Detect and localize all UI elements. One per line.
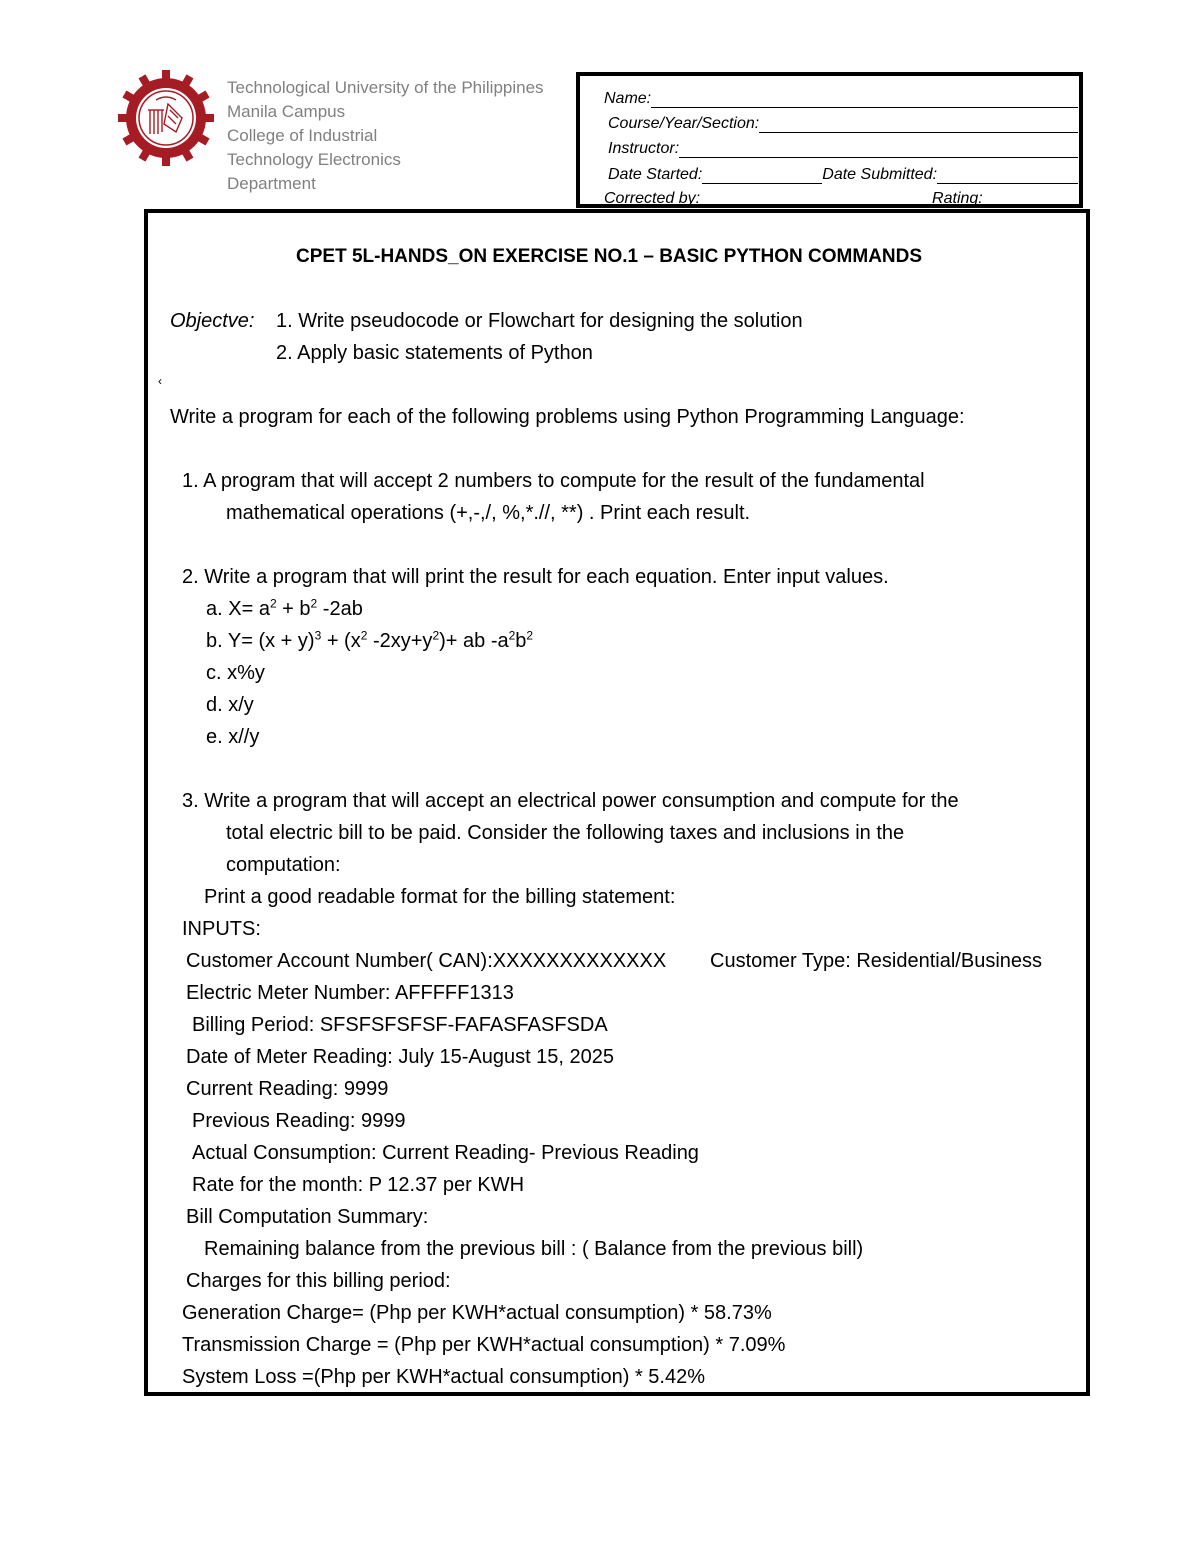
print-instruction: Print a good readable format for the billing statement:	[204, 886, 676, 908]
date-started-blank[interactable]	[702, 169, 822, 184]
customer-type: Customer Type: Residential/Business	[710, 950, 1043, 972]
rating-label: Rating:	[932, 190, 983, 207]
name-blank	[651, 93, 1078, 108]
course-field[interactable]	[608, 115, 1078, 133]
equation-a: a. $X= a^2 + b^2$ -2ab	[206, 596, 363, 620]
problem-3-line: 3. Write a program that will accept an electrical power consumption and compute for the	[182, 790, 959, 812]
problem-3-line: computation:	[226, 854, 341, 876]
institution-line: Manila Campus	[227, 102, 346, 121]
correction-fields	[604, 190, 1078, 208]
actual-consumption: Actual Consumption: Current Reading- Previous Reading	[192, 1142, 699, 1164]
stray-mark: ‹	[158, 374, 162, 388]
rating-blank[interactable]	[983, 193, 1078, 208]
current-reading: Current Reading: 9999	[186, 1078, 389, 1100]
electric-meter-number: Electric Meter Number: AFFFFF1313	[186, 982, 514, 1004]
name-field[interactable]	[604, 90, 1078, 108]
corrected-by-blank[interactable]	[700, 193, 932, 208]
instructions-intro: Write a program for each of the following problems using Python Programming Language:	[170, 406, 965, 428]
course-blank	[759, 118, 1078, 133]
equation-e: e. x//y	[206, 726, 260, 748]
institution-line: Technological University of the Philippines	[227, 78, 544, 97]
generation-charge: Generation Charge= (Php per KWH*actual consumption) * 58.73%	[182, 1302, 772, 1324]
institution-header	[227, 76, 544, 196]
corrected-by-label: Corrected by:	[604, 190, 701, 207]
remaining-balance: Remaining balance from the previous bill : ( Balance from the previous bill)	[204, 1238, 864, 1260]
institution-line: Technology Electronics	[227, 150, 401, 169]
equation-c: c. x%y	[206, 662, 265, 684]
billing-period: Billing Period: SFSFSFSFSF-FAFASFASFSDA	[192, 1014, 608, 1036]
bill-summary-label: Bill Computation Summary:	[186, 1206, 429, 1228]
meter-reading-date: Date of Meter Reading: July 15-August 15, 2025	[186, 1046, 615, 1068]
equation-b: b. $Y= (x + y)^3 + (x^2$ $-2xy+y^2)+$ ab $-a^2b^2$	[206, 628, 534, 652]
date-fields	[608, 166, 1078, 184]
problem-3-line: total electric bill to be paid. Consider the following taxes and inclusions in the	[226, 822, 905, 844]
transmission-charge: Transmission Charge = (Php per KWH*actual consumption) * 7.09%	[182, 1334, 786, 1356]
institution-line: College of Industrial	[227, 126, 378, 145]
problem-2-line: 2. Write a program that will print the result for each equation. Enter input values.	[182, 566, 889, 588]
problem-1-line: 1. A program that will accept 2 numbers to compute for the result of the fundamental	[182, 470, 925, 492]
objective-label: Objectve:	[170, 310, 255, 332]
previous-reading: Previous Reading: 9999	[192, 1110, 406, 1132]
date-submitted-label: Date Submitted:	[822, 166, 938, 183]
problem-1-line: mathematical operations (+,-,/, %,*.//, **) . Print each result.	[226, 502, 751, 524]
instructor-label: Instructor:	[608, 140, 680, 157]
instructor-blank	[679, 143, 1078, 158]
objective-item: 2. Apply basic statements of Python	[276, 342, 593, 364]
student-info-box	[576, 72, 1083, 208]
exercise-title: CPET 5L-HANDS_ON EXERCISE NO.1 – BASIC PYTHON COMMANDS	[296, 246, 923, 267]
charges-label: Charges for this billing period:	[186, 1270, 451, 1292]
system-loss: System Loss =(Php per KWH*actual consumption) * 5.42%	[182, 1366, 706, 1388]
institution-line: Department	[227, 174, 316, 193]
name-label: Name:	[604, 90, 652, 107]
course-label: Course/Year/Section:	[608, 115, 760, 132]
date-started-label: Date Started:	[608, 166, 703, 183]
customer-account-number: Customer Account Number( CAN):XXXXXXXXXXXXX	[186, 950, 667, 972]
equation-d: d. x/y	[206, 694, 254, 716]
exercise-box	[144, 209, 1090, 1396]
monthly-rate: Rate for the month: P 12.37 per KWH	[192, 1174, 525, 1196]
objective-item: 1. Write pseudocode or Flowchart for designing the solution	[276, 310, 803, 332]
instructor-field[interactable]	[608, 140, 1078, 158]
university-seal-logo	[118, 70, 214, 166]
date-submitted-blank[interactable]	[937, 169, 1078, 184]
inputs-label: INPUTS:	[182, 918, 261, 940]
